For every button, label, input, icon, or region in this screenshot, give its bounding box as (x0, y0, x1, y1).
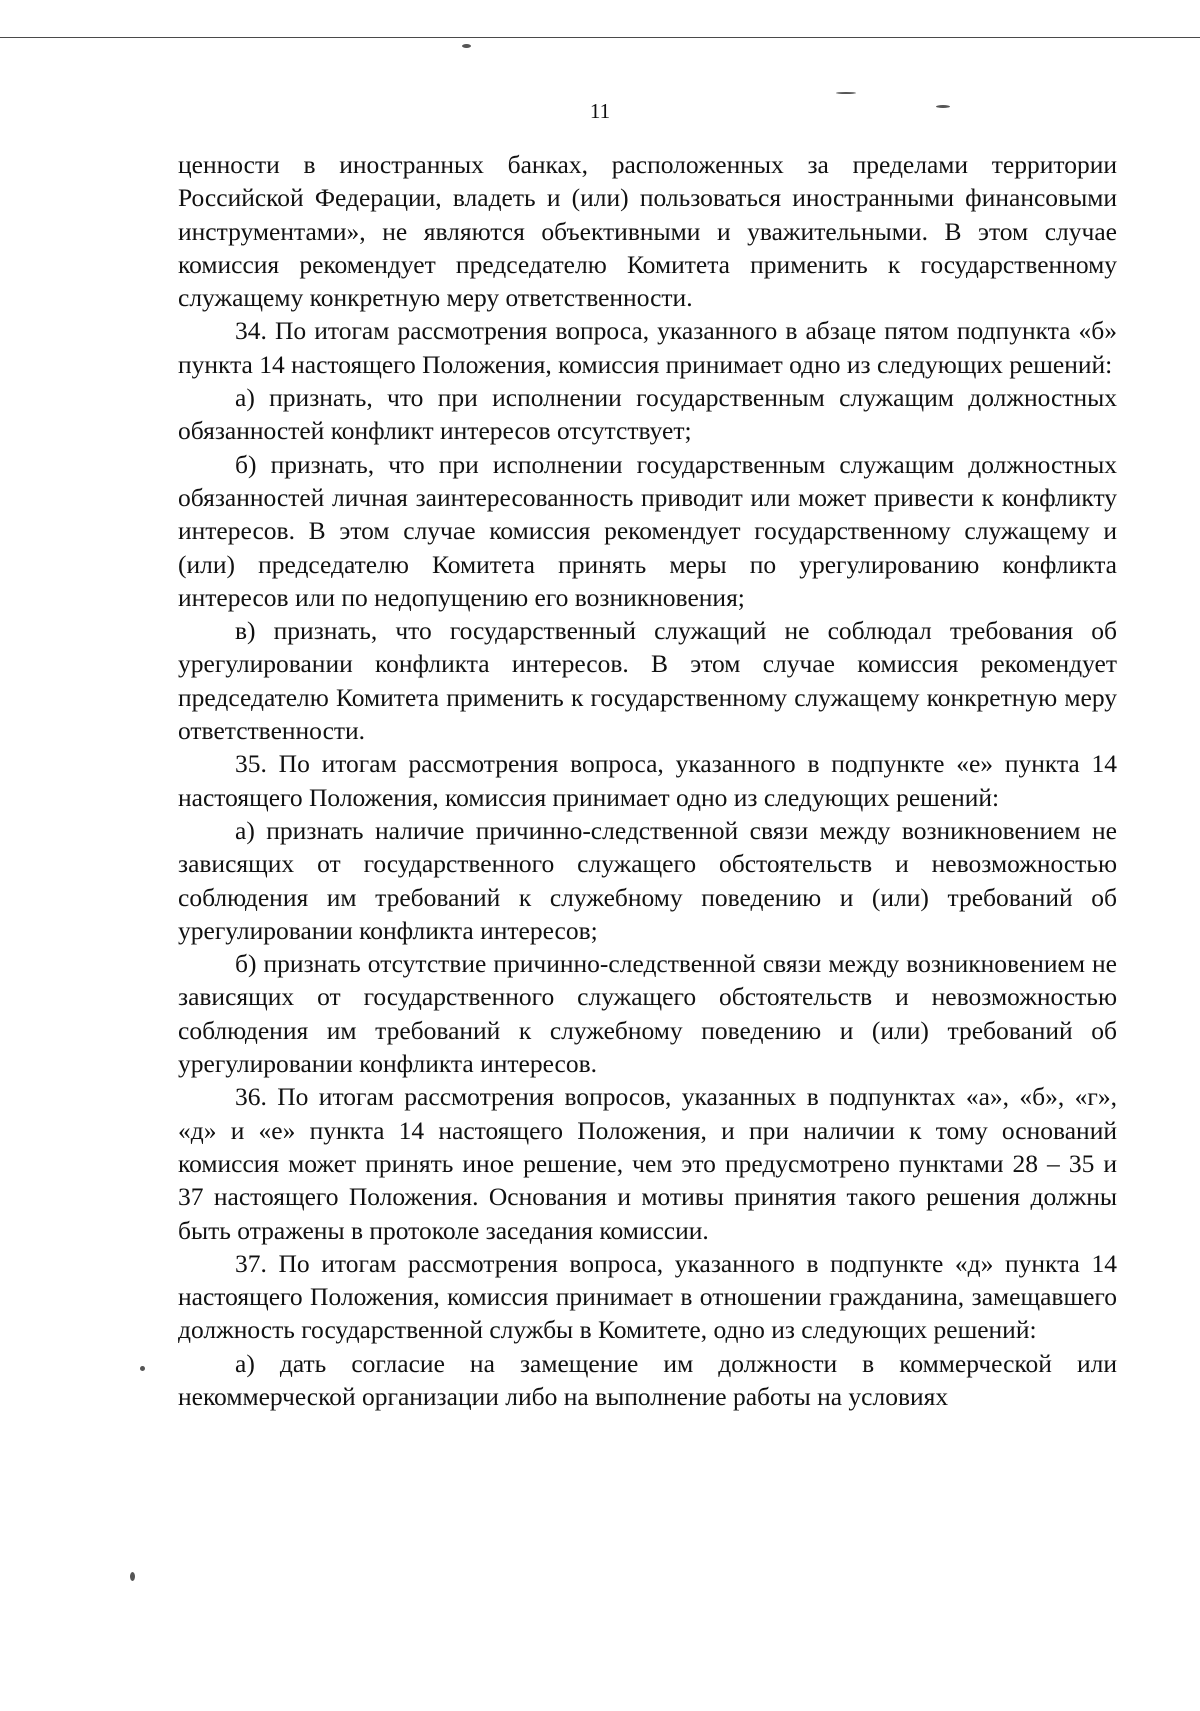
scan-speck (140, 1366, 145, 1371)
paragraph-35-b: б) признать отсутствие причинно-следственной связи между возникновением не зависящих от государственного служащего обстоятельств и невозможностью соблюдения им требований к служебному поведению и (или) требований об урегулировании конфликта интересов. (178, 949, 1117, 1079)
paragraph-continuation: ценности в иностранных банках, расположенных за пределами территории Российской Федерации, владеть и (или) пользоваться иностранными финансовыми инструментами», не являются объективными и уважительными. В этом случае комиссия рекомендует председателю Комитета применить к государственному служащему конкретную меру ответственности. (178, 150, 1117, 313)
paragraph-37: 37. По итогам рассмотрения вопроса, указанного в подпункте «д» пункта 14 настоящего Положения, комиссия принимает в отношении гражданина, замещавшего должность государственной службы в Комитете, одно из следующих решений: (178, 1248, 1117, 1345)
paragraph-35-a: а) признать наличие причинно-следственной связи между возникновением не зависящих от государственного служащего обстоятельств и невозможностью соблюдения им требований к служебному поведению и (или) требований об урегулировании конфликта интересов; (178, 815, 1117, 945)
scan-top-rule (0, 37, 1200, 38)
paragraph-35: 35. По итогам рассмотрения вопроса, указанного в подпункте «е» пункта 14 настоящего Положения, комиссия принимает одно из следующих решений: (178, 749, 1117, 812)
paragraph-34-a: а) признать, что при исполнении государственным служащим должностных обязанностей конфликт интересов отсутствует; (178, 383, 1117, 446)
paragraph-34-v: в) признать, что государственный служащий не соблюдал требования об урегулировании конфликта интересов. В этом случае комиссия рекомендует председателю Комитета применить к государственному служащему конкретную меру ответственности. (178, 616, 1117, 746)
scan-speck (462, 44, 471, 48)
paragraph-36: 36. По итогам рассмотрения вопросов, указанных в подпунктах «а», «б», «г», «д» и «е» пункта 14 настоящего Положения, и при наличии к тому оснований комиссия может принять иное решение, чем это предусмотрено пунктами 28 – 35 и 37 настоящего Положения. Основания и мотивы принятия такого решения должны быть отражены в протоколе заседания комиссии. (178, 1082, 1117, 1245)
document-body (178, 148, 1117, 1413)
paragraph-37-a: а) дать согласие на замещение им должности в коммерческой или некоммерческой организации либо на выполнение работы на условиях (178, 1348, 1117, 1411)
scan-speck (130, 1572, 135, 1581)
paragraph-34: 34. По итогам рассмотрения вопроса, указанного в абзаце пятом подпункта «б» пункта 14 настоящего Положения, комиссия принимает одно из следующих решений: (178, 316, 1117, 379)
page-number: 11 (589, 99, 611, 123)
paragraph-34-b: б) признать, что при исполнении государственным служащим должностных обязанностей личная заинтересованность приводит или может привести к конфликту интересов. В этом случае комиссия рекомендует государственному служащему и (или) председателю Комитета принять меры по урегулированию конфликта интересов или по недопущению его возникновения; (178, 449, 1117, 612)
scan-speck (836, 92, 856, 94)
